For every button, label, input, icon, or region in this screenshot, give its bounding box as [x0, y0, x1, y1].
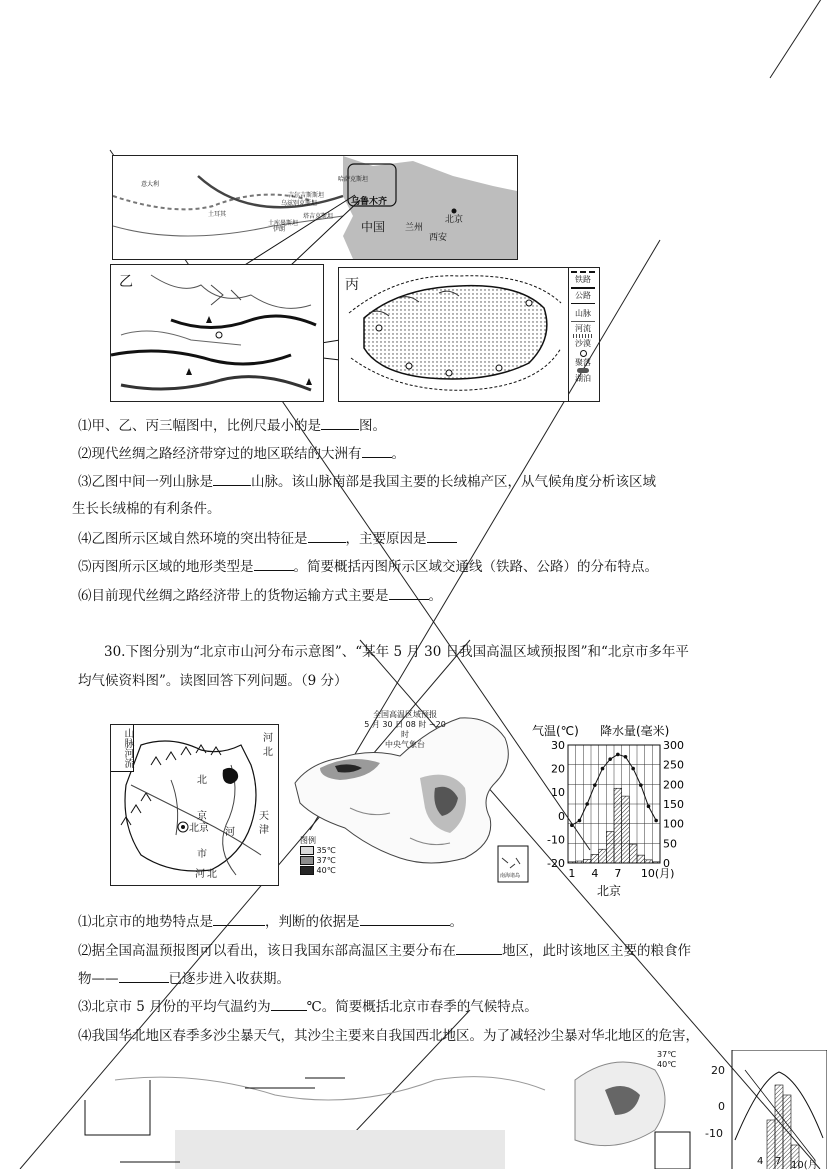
legend-mountain: 山脉 — [567, 303, 599, 319]
map-heat-legend: 图例 35℃ 37℃ 40℃ — [300, 836, 336, 875]
answer-blank[interactable] — [456, 954, 502, 955]
legend-37: 37℃ — [300, 856, 336, 866]
answer-blank[interactable] — [254, 570, 294, 571]
label-lanzhou: 兰州 — [405, 223, 424, 233]
legend-35: 35℃ — [300, 846, 336, 856]
label-tajike: 塔吉克斯坦 — [303, 213, 334, 220]
legend-settlement: 聚落 — [567, 350, 599, 368]
x-tick: 1 — [568, 867, 576, 880]
q29-item-3: ⑶乙图中间一列山脉是 山脉。该山脉南部是我国主要的长绒棉产区，从气候角度分析该区域 — [78, 474, 656, 490]
label-he-1: 河 — [263, 733, 273, 744]
label-zhongguo: 中国 — [361, 220, 386, 234]
answer-blank[interactable] — [427, 542, 457, 543]
temperature-point-4 — [593, 783, 597, 787]
answer-blank[interactable] — [119, 982, 169, 983]
map-bing-drawing — [339, 268, 568, 401]
precip-bar-7 — [614, 788, 622, 863]
map-yi — [110, 264, 324, 402]
temperature-point-6 — [608, 757, 612, 761]
bottom-chart-fragment — [705, 1050, 827, 1169]
y-right-tick: 200 — [663, 778, 684, 792]
y-left-tick: -10 — [547, 833, 565, 847]
y-right-tick: 100 — [663, 817, 684, 831]
q30-intro-line1: 30.下图分别为“北京市山河分布示意图”、“某年 5 月 30 日我国高温区域预报图”和“北京市多年平 — [104, 644, 689, 660]
label-jing: 京 — [197, 811, 207, 822]
temperature-point-2 — [578, 819, 582, 823]
map-beijing-drawing — [111, 725, 278, 885]
label-shi: 市 — [197, 849, 207, 860]
label-beijing-city: 北京 — [189, 823, 209, 834]
y-left-tick: 10 — [551, 786, 565, 800]
bottom-tick-x-10: 10(月 — [791, 1160, 818, 1171]
q30-item-4: ⑷我国华北地区春季多沙尘暴天气，其沙尘主要来自我国西北地区。为了减轻沙尘暴对华北地区的危害， — [78, 1028, 699, 1044]
label-yidali: 意大利 — [141, 181, 160, 188]
temperature-point-5 — [601, 767, 605, 771]
temperature-point-11 — [647, 805, 651, 809]
bottom-tick-y-neg10: -10 — [705, 1127, 723, 1140]
x-tick: 10(月) — [640, 867, 675, 880]
precip-bar-12 — [652, 862, 660, 863]
inset-south-sea: 南海诸岛 — [500, 873, 521, 879]
legend-railway: 铁路 — [567, 271, 599, 285]
y-right-tick: 300 — [663, 739, 684, 752]
precip-bar-2 — [576, 861, 584, 863]
label-tian: 天 — [259, 811, 269, 822]
label-hasakesitan: 哈萨克斯坦 — [338, 176, 369, 183]
y-left-tick: -20 — [547, 857, 565, 870]
x-tick: 7 — [614, 867, 622, 880]
chart-title: 北京 — [596, 884, 622, 898]
label-he-3: 河 — [195, 869, 205, 880]
swatch-40 — [300, 866, 314, 875]
label-he-2: 河 — [225, 827, 235, 838]
bottom-tick-y-0: 0 — [718, 1100, 725, 1113]
label-beijing: 北京 — [445, 215, 464, 225]
precip-bar-9 — [629, 844, 637, 863]
q29-item-6: ⑹目前现代丝绸之路经济带上的货物运输方式主要是 。 — [78, 588, 442, 604]
temperature-point-3 — [585, 802, 589, 806]
y-right-tick: 150 — [663, 798, 684, 811]
temperature-point-1 — [570, 823, 574, 827]
y-left-tick: 30 — [551, 739, 565, 752]
q30-item-3: ⑶北京市 5 月份的平均气温约为 ℃。简要概括北京市春季的气候特点。 — [78, 999, 538, 1015]
label-bei-3: 北 — [207, 869, 217, 880]
q30-item-2-cont: 物—— 已逐步进入收获期。 — [78, 971, 290, 987]
map-heat-forecast — [290, 708, 535, 886]
precip-bar-8 — [622, 796, 630, 863]
temperature-point-7 — [616, 753, 620, 757]
answer-blank[interactable] — [360, 925, 450, 926]
label-bei-2: 北 — [197, 775, 207, 786]
y-left-label: 气温(℃) — [532, 724, 579, 738]
bottom-tick-y-20: 20 — [711, 1064, 725, 1077]
q29-item-3-cont: 生长长绒棉的有利条件。 — [72, 501, 221, 517]
map-beijing — [110, 724, 279, 886]
bottom-tick-x-7: 7 — [775, 1156, 782, 1167]
q30-item-2: ⑵据全国高温预报图可以看出，该日我国东部高温区主要分布在 地区，此时该地区主要的粮食作 — [78, 943, 691, 959]
label-wulumuqi: 乌鲁木齐 — [351, 197, 388, 207]
map-bing-legend — [567, 267, 600, 402]
temperature-point-10 — [639, 783, 643, 787]
legend-river: 河流 — [567, 321, 599, 334]
precip-bar-3 — [583, 859, 591, 863]
bottom-fragment-legend: 37℃ 40℃ — [657, 1050, 677, 1069]
map-heat-title: 全国高温区域预报 5 月 30 日 08 时 ~20 时 中央气象台 — [364, 710, 446, 749]
q30-intro-line2: 均气候资料图”。读图回答下列问题。（9 分） — [78, 673, 348, 689]
y-left-tick: 0 — [558, 809, 565, 823]
q30-item-1: ⑴北京市的地势特点是 ，判断的依据是 。 — [78, 914, 463, 930]
precip-bar-10 — [637, 855, 645, 863]
answer-blank[interactable] — [271, 1010, 307, 1011]
temperature-point-9 — [631, 767, 635, 771]
legend-lake: 湖泊 — [567, 368, 599, 384]
label-jierjisi: 吉尔吉斯斯坦 — [288, 192, 325, 199]
answer-blank[interactable] — [308, 542, 346, 543]
label-bei-1: 北 — [263, 747, 273, 758]
label-yilang: 伊朗 — [273, 226, 286, 233]
map-yi-title: 乙 — [119, 274, 133, 290]
temperature-point-12 — [654, 819, 658, 823]
label-xian: 西安 — [429, 233, 448, 243]
label-jin: 津 — [259, 825, 269, 836]
temperature-point-8 — [624, 755, 628, 759]
answer-blank[interactable] — [321, 429, 359, 430]
precip-bar-4 — [591, 854, 599, 863]
q29-item-4: ⑷乙图所示区域自然环境的突出特征是 ，主要原因是 — [78, 530, 457, 548]
precip-bar-1 — [568, 862, 576, 863]
climate-chart — [530, 718, 705, 898]
legend-40: 40℃ — [300, 866, 336, 876]
legend-desert: 沙漠 — [567, 334, 599, 349]
y-right-tick: 250 — [663, 758, 684, 772]
precip-bar-6 — [606, 832, 614, 863]
q29-item-2: ⑵现代丝绸之路经济带穿过的地区联结的大洲有 。 — [78, 446, 405, 462]
y-right-label: 降水量(毫米) — [600, 724, 670, 738]
legend-road: 公路 — [567, 287, 599, 301]
y-right-tick: 50 — [663, 837, 677, 851]
q29-item-1: ⑴甲、乙、丙三幅图中，比例尺最小的是 图。 — [78, 418, 386, 434]
map-beijing-legend: 山脉河流 — [111, 725, 134, 772]
map-yi-drawing — [111, 265, 323, 401]
x-tick: 4 — [591, 867, 599, 880]
swatch-35 — [300, 846, 314, 855]
label-wuzibieke: 乌兹别克斯坦 — [281, 200, 318, 207]
swatch-37 — [300, 856, 314, 865]
y-right-tick: 0 — [663, 857, 670, 870]
map-bing — [338, 267, 569, 402]
answer-blank[interactable] — [362, 457, 392, 458]
label-tuerqi: 土耳其 — [208, 211, 227, 218]
answer-blank[interactable] — [213, 485, 251, 486]
precip-bar-5 — [599, 849, 607, 863]
answer-blank[interactable] — [213, 925, 265, 926]
y-left-tick: 20 — [551, 762, 565, 776]
bottom-map-fragment — [75, 1050, 735, 1169]
label-tukuman: 土库曼斯坦 — [268, 220, 299, 227]
map-bing-title: 丙 — [345, 277, 359, 293]
bottom-fragment-drawing — [75, 1050, 735, 1169]
q29-item-5: ⑸丙图所示区域的地形类型是 。简要概括丙图所示区域交通线（铁路、公路）的分布特点。 — [78, 559, 658, 575]
precip-bar-11 — [645, 860, 653, 863]
answer-blank[interactable] — [389, 599, 429, 600]
bottom-tick-x-4: 4 — [757, 1156, 764, 1167]
